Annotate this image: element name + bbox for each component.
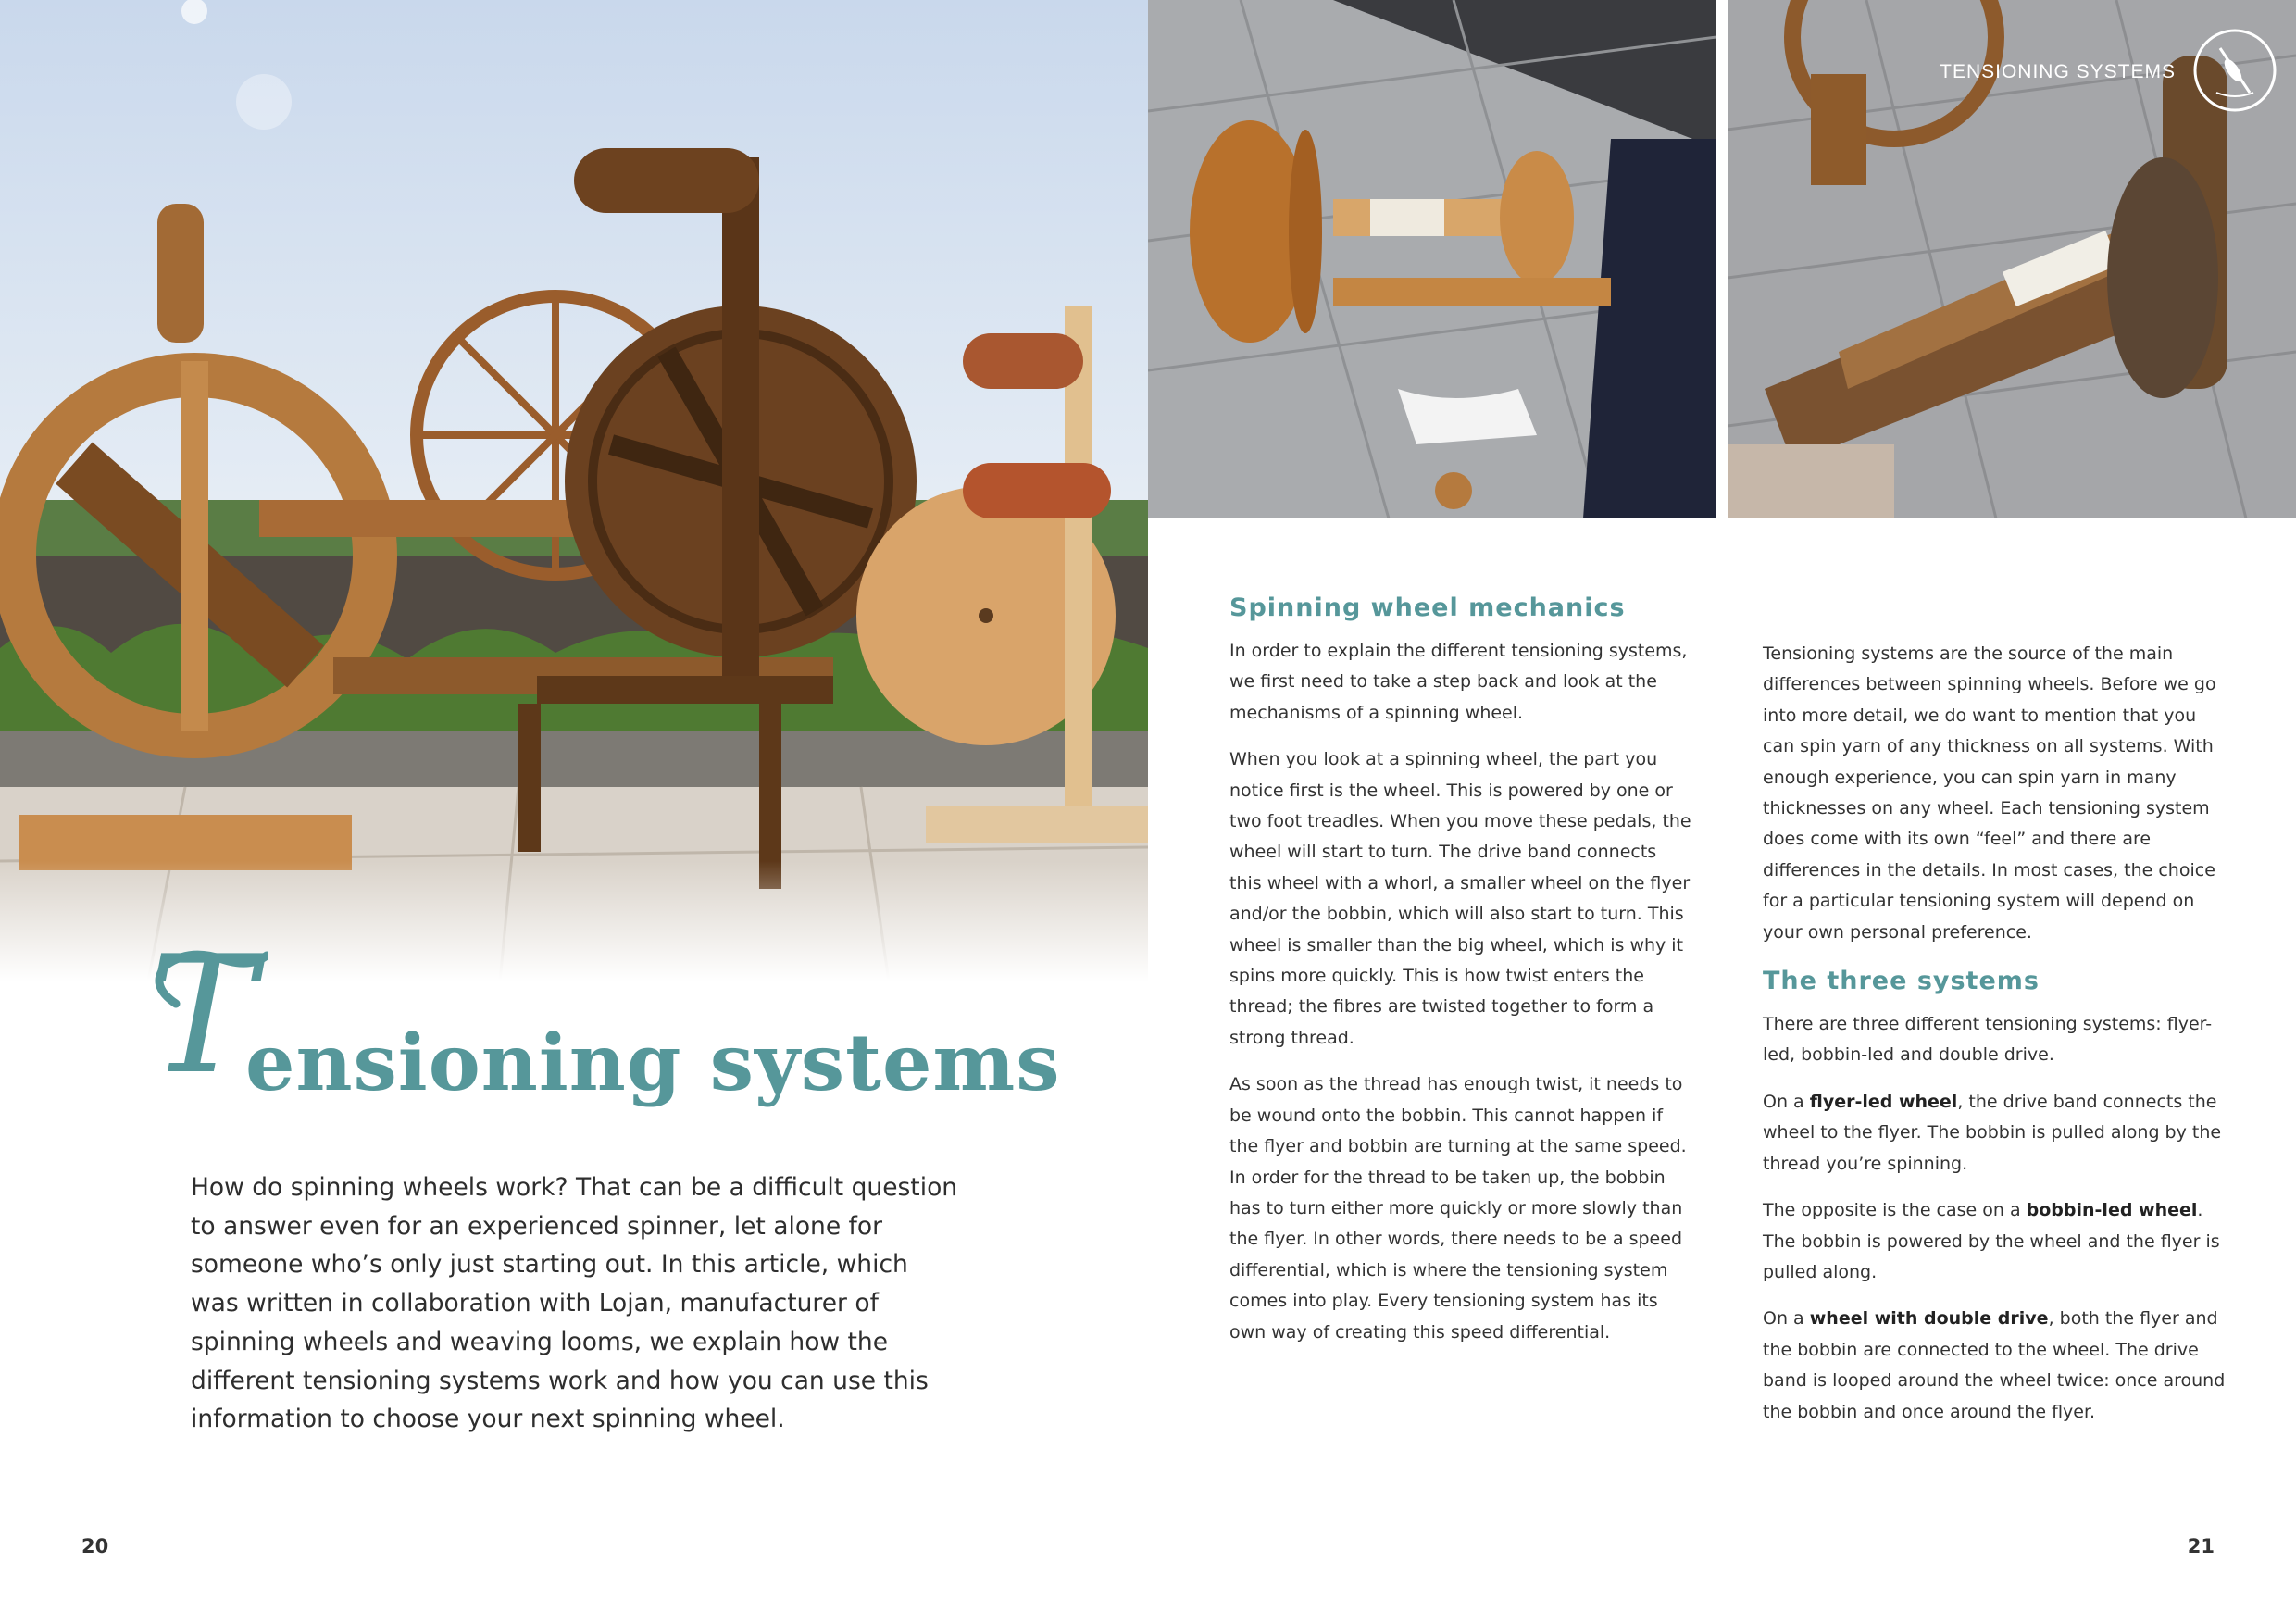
bobbin-closeup-illustration xyxy=(1148,0,1716,518)
term-bobbin-led: bobbin-led wheel xyxy=(2026,1200,2198,1221)
body-paragraph: Tensioning systems are the source of the main differences between spinning wheels. Before we go into more detail, we do want to mention that you can spin yarn of any thickness on all systems. With enough experience, you can spin yarn in many thicknesses on any wheel. Each tensioning system does come with its own “feel” and there are differences in the details. In most cases, the choice for a particular tensioning system will depend on your own personal preference. xyxy=(1763,643,2216,943)
page-number-right: 21 xyxy=(2187,1535,2215,1557)
text-run: On a xyxy=(1763,1308,1810,1330)
page-title xyxy=(148,922,1061,1120)
body-paragraph: There are three different tensioning systems: flyer-led, bobbin-led and double drive. xyxy=(1763,1014,2213,1066)
section-label: TENSIONING SYSTEMS xyxy=(1940,61,2176,82)
title-initial-letter: T xyxy=(148,922,256,1110)
intro-paragraph: How do spinning wheels work? That can be a difficult question to answer even for an experienced spinner, let alone for someone who’s only just starting out. In this article, which was written in collaboration with Lojan, manufacturer of spinning wheels and weaving looms, we explain how the different tensioning systems work and how you can use this information to choose your next spinning wheel. xyxy=(191,1173,958,1434)
main-photo xyxy=(0,0,1148,981)
section-heading-three-systems: The three systems xyxy=(1763,967,2040,996)
body-paragraph: In order to explain the different tensioning systems, we first need to take a step back and look at the mechanisms of a spinning wheel. xyxy=(1229,641,1688,723)
section-heading-mechanics: Spinning wheel mechanics xyxy=(1229,593,1626,622)
text-run: , the drive band connects the wheel to the flyer. The bobbin is pulled along by the thread you’re spinning. xyxy=(1763,1091,2222,1174)
text-run: . The bobbin is powered by the wheel and the flyer is pulled along. xyxy=(1763,1200,2220,1282)
term-flyer-led: flyer-led wheel xyxy=(1809,1091,1958,1112)
spindle-logo-icon xyxy=(2192,28,2277,113)
text-column-left xyxy=(1229,591,1692,1364)
page-number-left: 20 xyxy=(81,1535,109,1557)
text-run: , both the flyer and the bobbin are connected to the wheel. The drive band is looped around the wheel twice: once around the bobbin and once around the flyer. xyxy=(1763,1308,2226,1422)
running-header xyxy=(1940,28,2277,113)
spinning-wheels-illustration xyxy=(0,0,1148,981)
body-paragraph-flyer-led xyxy=(1763,1087,2226,1180)
bobbin-closeup-photo xyxy=(1148,0,1716,518)
text-column-right xyxy=(1763,639,2226,1443)
body-paragraph: When you look at a spinning wheel, the part you notice first is the wheel. This is powered by one or two foot treadles. When you move these pedals, the wheel will start to turn. The drive band connects this wheel with a whorl, a smaller wheel on the flyer and/or the bobbin, which will also start to turn. This wheel is smaller than the big wheel, which is why it spins more quickly. This is how twist enters the thread; the fibres are twisted together to form a strong thread. xyxy=(1229,749,1691,1048)
title-text: ensioning systems xyxy=(245,1017,1061,1108)
term-double-drive: wheel with double drive xyxy=(1809,1308,2049,1330)
text-run: The opposite is the case on a xyxy=(1763,1200,2027,1221)
text-run: On a xyxy=(1763,1091,1810,1112)
body-paragraph: As soon as the thread has enough twist, it needs to be wound onto the bobbin. This cannot happen if the flyer and bobbin are turning at the same speed. In order for the thread to be taken up, the bobbin has to turn either more quickly or more slowly than the flyer. In other words, there needs to be a speed differential, which is where the tensioning system comes into play. Every tensioning system has its own way of creating this speed differential. xyxy=(1229,1074,1687,1343)
body-paragraph-double-drive xyxy=(1763,1304,2226,1428)
body-paragraph-bobbin-led xyxy=(1763,1195,2226,1288)
